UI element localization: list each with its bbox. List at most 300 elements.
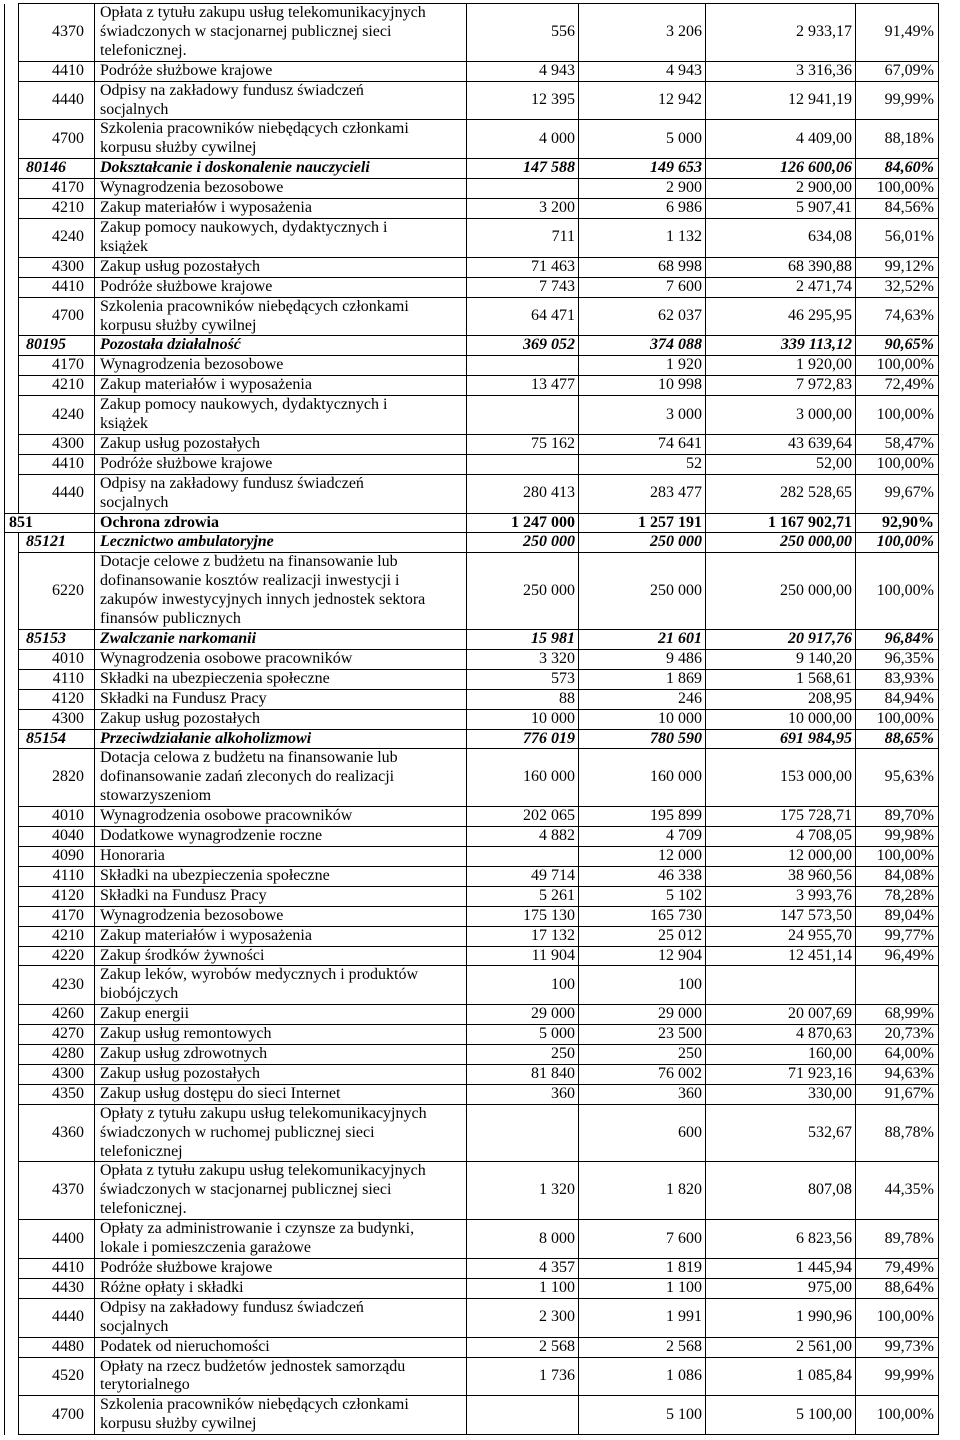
row-gutter [5, 966, 19, 1005]
row-execution-value: 4 409,00 [706, 120, 856, 159]
paragraph-code: 4410 [19, 277, 95, 297]
row-execution-value: 2 561,00 [706, 1337, 856, 1357]
row-gutter [5, 4, 19, 62]
table-row [5, 1337, 939, 1357]
table-row [5, 649, 939, 669]
row-name: Zakup materiałów i wyposażenia [95, 376, 467, 396]
table-row [5, 356, 939, 376]
row-gutter [5, 297, 19, 336]
row-gutter [5, 474, 19, 513]
row-percent-value: 32,52% [856, 277, 939, 297]
row-execution-value: 7 972,83 [706, 376, 856, 396]
row-percent-value [856, 966, 939, 1005]
table-row [5, 454, 939, 474]
row-percent-value: 92,90% [856, 513, 939, 533]
row-plan-value: 202 065 [467, 807, 579, 827]
row-percent-value: 84,94% [856, 689, 939, 709]
row-plan-value: 7 743 [467, 277, 579, 297]
row-percent-value: 84,60% [856, 159, 939, 179]
row-gutter [5, 1162, 19, 1220]
row-after-change-value: 7 600 [579, 1220, 706, 1259]
table-row [5, 689, 939, 709]
row-percent-value: 84,08% [856, 866, 939, 886]
row-execution-value: 24 955,70 [706, 926, 856, 946]
row-name: Podróże służbowe krajowe [95, 1259, 467, 1279]
row-percent-value: 74,63% [856, 297, 939, 336]
row-execution-value: 20 007,69 [706, 1005, 856, 1025]
paragraph-code: 4350 [19, 1084, 95, 1104]
row-plan-value [467, 1104, 579, 1162]
row-plan-value: 13 477 [467, 376, 579, 396]
table-row [5, 886, 939, 906]
row-plan-value: 160 000 [467, 749, 579, 807]
row-gutter [5, 1005, 19, 1025]
row-execution-value: 43 639,64 [706, 434, 856, 454]
row-plan-value: 5 261 [467, 886, 579, 906]
row-percent-value: 96,49% [856, 946, 939, 966]
row-plan-value: 64 471 [467, 297, 579, 336]
row-plan-value: 4 943 [467, 61, 579, 81]
row-after-change-value: 12 942 [579, 81, 706, 120]
row-plan-value: 1 100 [467, 1278, 579, 1298]
paragraph-code: 4210 [19, 926, 95, 946]
paragraph-code: 4700 [19, 1396, 95, 1435]
budget-table [4, 3, 939, 1435]
row-after-change-value: 5 100 [579, 1396, 706, 1435]
row-percent-value: 89,04% [856, 906, 939, 926]
chapter-row [5, 630, 939, 650]
row-percent-value: 68,99% [856, 1005, 939, 1025]
row-gutter [5, 376, 19, 396]
row-execution-value: 282 528,65 [706, 474, 856, 513]
paragraph-code: 4360 [19, 1104, 95, 1162]
row-after-change-value: 100 [579, 966, 706, 1005]
row-percent-value: 94,63% [856, 1064, 939, 1084]
table-row [5, 434, 939, 454]
row-name: Dotacja celowa z budżetu na finansowanie lub dofinansowanie zadań zleconych do realizacji stowarzyszeniom [95, 749, 467, 807]
row-percent-value: 100,00% [856, 709, 939, 729]
table-row [5, 926, 939, 946]
row-name: Składki na Fundusz Pracy [95, 886, 467, 906]
row-after-change-value: 1 820 [579, 1162, 706, 1220]
row-gutter [5, 1298, 19, 1337]
row-percent-value: 84,56% [856, 199, 939, 219]
paragraph-code: 4210 [19, 199, 95, 219]
row-gutter [5, 669, 19, 689]
row-percent-value: 100,00% [856, 846, 939, 866]
row-plan-value: 360 [467, 1084, 579, 1104]
paragraph-code: 4110 [19, 866, 95, 886]
row-plan-value: 100 [467, 966, 579, 1005]
row-after-change-value: 1 257 191 [579, 513, 706, 533]
row-plan-value: 12 395 [467, 81, 579, 120]
row-percent-value: 99,99% [856, 81, 939, 120]
row-execution-value: 71 923,16 [706, 1064, 856, 1084]
row-plan-value [467, 396, 579, 435]
row-execution-value: 160,00 [706, 1045, 856, 1065]
paragraph-code: 4370 [19, 1162, 95, 1220]
row-after-change-value: 12 904 [579, 946, 706, 966]
row-after-change-value: 10 000 [579, 709, 706, 729]
row-percent-value: 99,98% [856, 827, 939, 847]
paragraph-code: 4120 [19, 689, 95, 709]
row-after-change-value: 68 998 [579, 257, 706, 277]
chapter-code: 85153 [19, 630, 95, 650]
table-row [5, 396, 939, 435]
row-execution-value: 20 917,76 [706, 630, 856, 650]
row-name: Zakup usług pozostałych [95, 257, 467, 277]
chapter-row [5, 729, 939, 749]
row-name: Odpisy na zakładowy fundusz świadczeń socjalnych [95, 81, 467, 120]
row-execution-value: 12 941,19 [706, 81, 856, 120]
paragraph-code: 4400 [19, 1220, 95, 1259]
row-after-change-value: 7 600 [579, 277, 706, 297]
row-percent-value: 78,28% [856, 886, 939, 906]
row-name: Zakup usług dostępu do sieci Internet [95, 1084, 467, 1104]
row-percent-value: 100,00% [856, 1396, 939, 1435]
row-percent-value: 91,67% [856, 1084, 939, 1104]
row-gutter [5, 533, 19, 553]
table-row [5, 179, 939, 199]
paragraph-code: 4300 [19, 709, 95, 729]
row-after-change-value: 1 819 [579, 1259, 706, 1279]
row-plan-value: 175 130 [467, 906, 579, 926]
table-row [5, 1278, 939, 1298]
table-row [5, 946, 939, 966]
row-plan-value: 147 588 [467, 159, 579, 179]
row-plan-value: 8 000 [467, 1220, 579, 1259]
row-name: Szkolenia pracowników niebędących członkami korpusu służby cywilnej [95, 297, 467, 336]
row-name: Przeciwdziałanie alkoholizmowi [95, 729, 467, 749]
row-execution-value: 2 900,00 [706, 179, 856, 199]
row-name: Ochrona zdrowia [95, 513, 467, 533]
row-after-change-value: 780 590 [579, 729, 706, 749]
row-percent-value: 91,49% [856, 4, 939, 62]
row-execution-value: 339 113,12 [706, 336, 856, 356]
row-plan-value: 1 320 [467, 1162, 579, 1220]
row-name: Zakup materiałów i wyposażenia [95, 199, 467, 219]
row-execution-value: 12 451,14 [706, 946, 856, 966]
row-after-change-value: 21 601 [579, 630, 706, 650]
row-percent-value: 88,18% [856, 120, 939, 159]
row-after-change-value: 250 000 [579, 533, 706, 553]
section-row [5, 513, 939, 533]
row-plan-value: 250 [467, 1045, 579, 1065]
row-execution-value: 52,00 [706, 454, 856, 474]
row-plan-value: 2 568 [467, 1337, 579, 1357]
row-execution-value: 175 728,71 [706, 807, 856, 827]
row-plan-value [467, 846, 579, 866]
row-execution-value: 1 568,61 [706, 669, 856, 689]
row-gutter [5, 1025, 19, 1045]
row-after-change-value: 74 641 [579, 434, 706, 454]
row-execution-value: 975,00 [706, 1278, 856, 1298]
row-after-change-value: 246 [579, 689, 706, 709]
row-name: Dotacje celowe z budżetu na finansowanie lub dofinansowanie kosztów realizacji inwestycji i zakupów inwestycyjnych innych jednostek sektora finansów publicznych [95, 553, 467, 630]
row-after-change-value: 23 500 [579, 1025, 706, 1045]
table-row [5, 120, 939, 159]
section-code: 851 [5, 513, 95, 533]
row-name: Dokształcanie i doskonalenie nauczycieli [95, 159, 467, 179]
paragraph-code: 4240 [19, 396, 95, 435]
row-after-change-value: 12 000 [579, 846, 706, 866]
row-execution-value: 4 708,05 [706, 827, 856, 847]
table-row [5, 1220, 939, 1259]
row-percent-value: 99,99% [856, 1357, 939, 1396]
row-percent-value: 79,49% [856, 1259, 939, 1279]
table-row [5, 1396, 939, 1435]
chapter-row [5, 159, 939, 179]
row-gutter [5, 1357, 19, 1396]
row-execution-value: 9 140,20 [706, 649, 856, 669]
row-plan-value: 250 000 [467, 533, 579, 553]
row-plan-value: 75 162 [467, 434, 579, 454]
table-row [5, 1162, 939, 1220]
row-plan-value: 4 882 [467, 827, 579, 847]
row-plan-value: 369 052 [467, 336, 579, 356]
row-gutter [5, 807, 19, 827]
row-execution-value: 147 573,50 [706, 906, 856, 926]
row-name: Zakup materiałów i wyposażenia [95, 926, 467, 946]
row-after-change-value: 374 088 [579, 336, 706, 356]
row-after-change-value: 6 986 [579, 199, 706, 219]
row-after-change-value: 1 100 [579, 1278, 706, 1298]
paragraph-code: 4090 [19, 846, 95, 866]
row-gutter [5, 846, 19, 866]
table-row [5, 1084, 939, 1104]
row-name: Zakup energii [95, 1005, 467, 1025]
row-after-change-value: 1 869 [579, 669, 706, 689]
row-plan-value: 776 019 [467, 729, 579, 749]
row-name: Zwalczanie narkomanii [95, 630, 467, 650]
row-plan-value: 11 904 [467, 946, 579, 966]
row-name: Wynagrodzenia bezosobowe [95, 179, 467, 199]
row-name: Składki na Fundusz Pracy [95, 689, 467, 709]
row-plan-value: 10 000 [467, 709, 579, 729]
row-execution-value: 691 984,95 [706, 729, 856, 749]
row-name: Zakup środków żywności [95, 946, 467, 966]
row-name: Podatek od nieruchomości [95, 1337, 467, 1357]
paragraph-code: 4110 [19, 669, 95, 689]
paragraph-code: 4520 [19, 1357, 95, 1396]
row-after-change-value: 9 486 [579, 649, 706, 669]
row-after-change-value: 2 900 [579, 179, 706, 199]
paragraph-code: 4370 [19, 4, 95, 62]
row-plan-value: 15 981 [467, 630, 579, 650]
row-after-change-value: 4 943 [579, 61, 706, 81]
row-gutter [5, 277, 19, 297]
row-percent-value: 100,00% [856, 533, 939, 553]
row-plan-value: 29 000 [467, 1005, 579, 1025]
row-gutter [5, 61, 19, 81]
row-execution-value: 634,08 [706, 218, 856, 257]
row-name: Zakup pomocy naukowych, dydaktycznych i książek [95, 396, 467, 435]
row-after-change-value: 4 709 [579, 827, 706, 847]
table-row [5, 297, 939, 336]
row-plan-value: 556 [467, 4, 579, 62]
row-after-change-value: 25 012 [579, 926, 706, 946]
row-gutter [5, 906, 19, 926]
chapter-code: 85121 [19, 533, 95, 553]
row-percent-value: 64,00% [856, 1045, 939, 1065]
table-row [5, 553, 939, 630]
row-gutter [5, 926, 19, 946]
paragraph-code: 4170 [19, 906, 95, 926]
table-row [5, 1259, 939, 1279]
paragraph-code: 6220 [19, 553, 95, 630]
paragraph-code: 4230 [19, 966, 95, 1005]
row-name: Opłaty z tytułu zakupu usług telekomunikacyjnych świadczonych w ruchomej publicznej sieci telefonicznej [95, 1104, 467, 1162]
row-name: Wynagrodzenia osobowe pracowników [95, 807, 467, 827]
row-execution-value: 2 933,17 [706, 4, 856, 62]
row-percent-value: 90,65% [856, 336, 939, 356]
table-row [5, 1005, 939, 1025]
row-percent-value: 100,00% [856, 396, 939, 435]
row-plan-value: 3 200 [467, 199, 579, 219]
table-row [5, 474, 939, 513]
row-execution-value: 250 000,00 [706, 553, 856, 630]
row-gutter [5, 120, 19, 159]
row-execution-value: 807,08 [706, 1162, 856, 1220]
row-after-change-value: 250 [579, 1045, 706, 1065]
table-row [5, 61, 939, 81]
row-after-change-value: 3 206 [579, 4, 706, 62]
row-plan-value: 88 [467, 689, 579, 709]
row-gutter [5, 866, 19, 886]
row-gutter [5, 81, 19, 120]
row-plan-value: 71 463 [467, 257, 579, 277]
row-plan-value [467, 356, 579, 376]
row-name: Szkolenia pracowników niebędących członkami korpusu służby cywilnej [95, 120, 467, 159]
row-gutter [5, 827, 19, 847]
paragraph-code: 4700 [19, 297, 95, 336]
row-after-change-value: 195 899 [579, 807, 706, 827]
row-after-change-value: 600 [579, 1104, 706, 1162]
paragraph-code: 4410 [19, 1259, 95, 1279]
row-name: Podróże służbowe krajowe [95, 277, 467, 297]
row-name: Składki na ubezpieczenia społeczne [95, 866, 467, 886]
row-percent-value: 100,00% [856, 356, 939, 376]
row-percent-value: 88,65% [856, 729, 939, 749]
row-plan-value: 711 [467, 218, 579, 257]
row-gutter [5, 159, 19, 179]
row-plan-value: 4 357 [467, 1259, 579, 1279]
row-name: Składki na ubezpieczenia społeczne [95, 669, 467, 689]
paragraph-code: 4300 [19, 1064, 95, 1084]
chapter-code: 85154 [19, 729, 95, 749]
row-percent-value: 89,78% [856, 1220, 939, 1259]
row-after-change-value: 10 998 [579, 376, 706, 396]
row-gutter [5, 1278, 19, 1298]
row-name: Zakup usług pozostałych [95, 1064, 467, 1084]
table-row [5, 257, 939, 277]
row-percent-value: 56,01% [856, 218, 939, 257]
row-after-change-value: 46 338 [579, 866, 706, 886]
paragraph-code: 4220 [19, 946, 95, 966]
row-execution-value: 46 295,95 [706, 297, 856, 336]
paragraph-code: 4480 [19, 1337, 95, 1357]
row-plan-value [467, 179, 579, 199]
row-execution-value: 1 167 902,71 [706, 513, 856, 533]
row-after-change-value: 76 002 [579, 1064, 706, 1084]
paragraph-code: 4280 [19, 1045, 95, 1065]
row-gutter [5, 434, 19, 454]
row-after-change-value: 360 [579, 1084, 706, 1104]
table-row [5, 218, 939, 257]
paragraph-code: 4440 [19, 81, 95, 120]
paragraph-code: 4410 [19, 61, 95, 81]
table-row [5, 1104, 939, 1162]
table-row [5, 81, 939, 120]
row-percent-value: 58,47% [856, 434, 939, 454]
row-plan-value: 4 000 [467, 120, 579, 159]
row-after-change-value: 149 653 [579, 159, 706, 179]
budget-table-body [5, 4, 939, 1435]
row-gutter [5, 1259, 19, 1279]
paragraph-code: 4700 [19, 120, 95, 159]
row-gutter [5, 396, 19, 435]
chapter-row [5, 533, 939, 553]
row-gutter [5, 1337, 19, 1357]
row-execution-value: 1 085,84 [706, 1357, 856, 1396]
row-name: Odpisy na zakładowy fundusz świadczeń socjalnych [95, 474, 467, 513]
paragraph-code: 4270 [19, 1025, 95, 1045]
row-execution-value: 2 471,74 [706, 277, 856, 297]
row-after-change-value: 283 477 [579, 474, 706, 513]
row-name: Różne opłaty i składki [95, 1278, 467, 1298]
row-gutter [5, 218, 19, 257]
row-gutter [5, 886, 19, 906]
table-row [5, 1357, 939, 1396]
row-plan-value: 1 736 [467, 1357, 579, 1396]
paragraph-code: 2820 [19, 749, 95, 807]
row-percent-value: 67,09% [856, 61, 939, 81]
paragraph-code: 4300 [19, 434, 95, 454]
row-percent-value: 99,73% [856, 1337, 939, 1357]
row-plan-value: 2 300 [467, 1298, 579, 1337]
row-gutter [5, 1045, 19, 1065]
row-percent-value: 96,35% [856, 649, 939, 669]
row-plan-value: 250 000 [467, 553, 579, 630]
paragraph-code: 4010 [19, 807, 95, 827]
row-name: Honoraria [95, 846, 467, 866]
row-gutter [5, 689, 19, 709]
paragraph-code: 4170 [19, 356, 95, 376]
row-name: Wynagrodzenia bezosobowe [95, 906, 467, 926]
table-row [5, 199, 939, 219]
row-name: Zakup pomocy naukowych, dydaktycznych i książek [95, 218, 467, 257]
row-percent-value: 88,78% [856, 1104, 939, 1162]
row-execution-value: 5 100,00 [706, 1396, 856, 1435]
row-percent-value: 88,64% [856, 1278, 939, 1298]
row-plan-value: 573 [467, 669, 579, 689]
table-row [5, 4, 939, 62]
row-name: Podróże służbowe krajowe [95, 454, 467, 474]
row-plan-value: 49 714 [467, 866, 579, 886]
row-after-change-value: 1 920 [579, 356, 706, 376]
row-gutter [5, 649, 19, 669]
row-percent-value: 99,77% [856, 926, 939, 946]
chapter-code: 80195 [19, 336, 95, 356]
row-execution-value: 532,67 [706, 1104, 856, 1162]
row-plan-value: 81 840 [467, 1064, 579, 1084]
row-gutter [5, 454, 19, 474]
paragraph-code: 4240 [19, 218, 95, 257]
row-after-change-value: 2 568 [579, 1337, 706, 1357]
row-percent-value: 95,63% [856, 749, 939, 807]
row-name: Odpisy na zakładowy fundusz świadczeń socjalnych [95, 1298, 467, 1337]
table-row [5, 906, 939, 926]
